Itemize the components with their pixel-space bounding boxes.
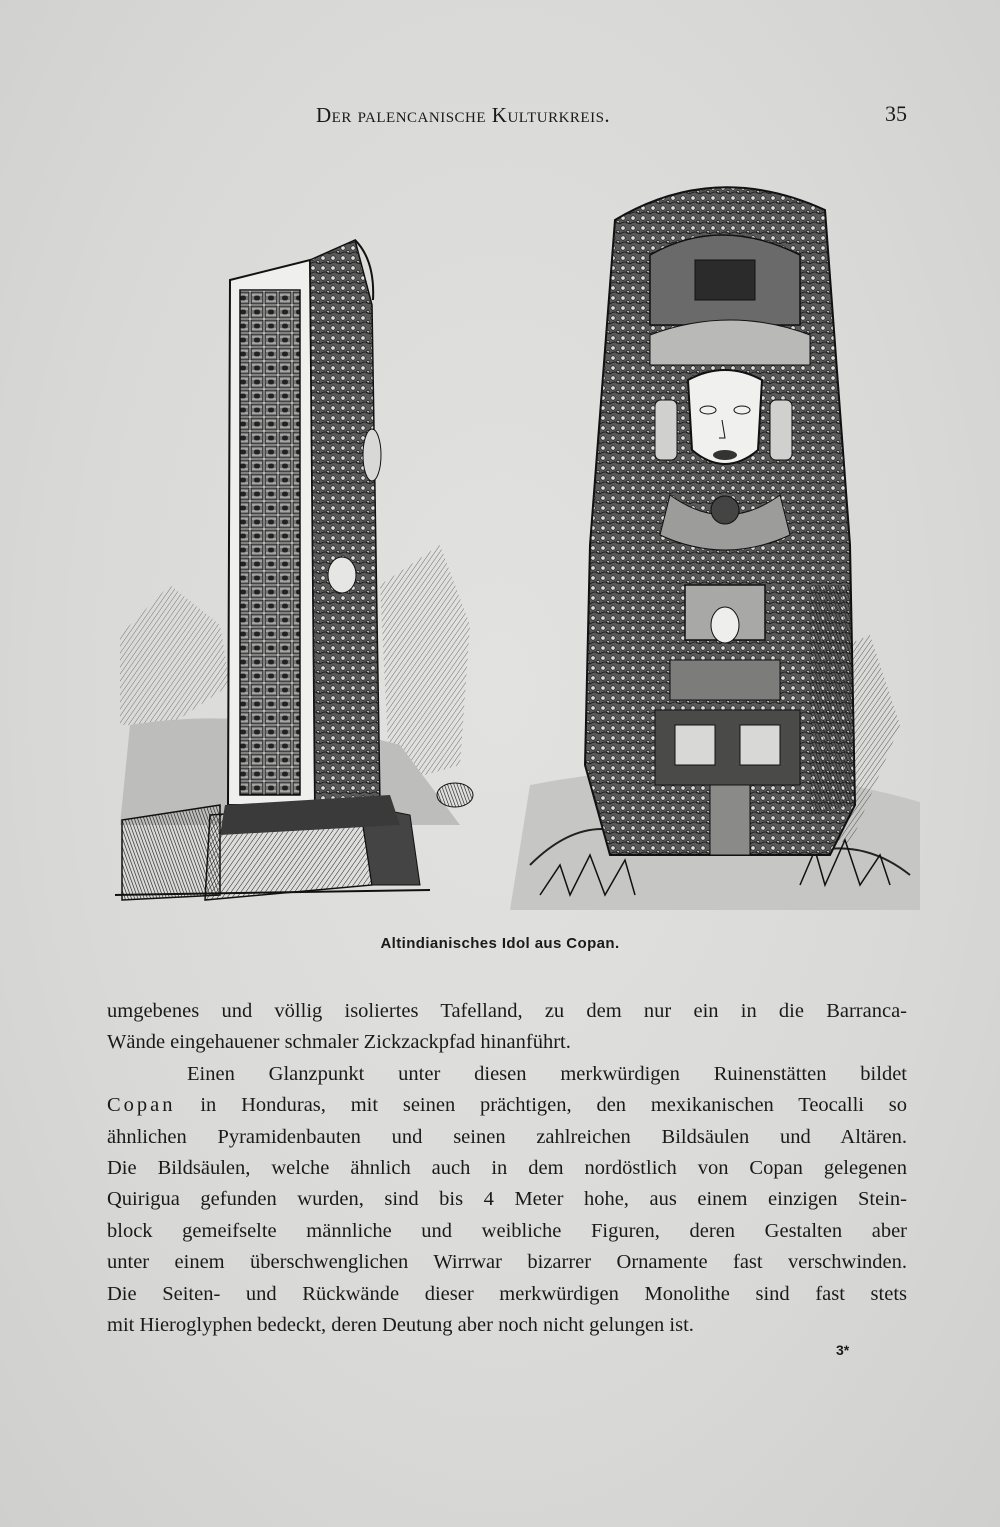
small-rock: [437, 783, 473, 807]
text-line: block gemeifselte männliche und weibliche Figuren, deren Gestalten aber: [107, 1219, 907, 1242]
page-number: 35: [885, 101, 907, 126]
left-stele: [220, 240, 400, 835]
text-line: umgebenes und völlig isoliertes Tafelland, zu dem nur ein in die Barranca-: [107, 1000, 907, 1022]
right-stele: [585, 187, 855, 855]
figure-caption: Altindianisches Idol aus Copan.: [380, 935, 620, 952]
body-text: [107, 996, 907, 1341]
signature-mark: 3*: [836, 1342, 850, 1358]
stele-illustration: [110, 165, 920, 910]
text-line: [107, 1090, 907, 1121]
text-line: Die Seiten- und Rückwände dieser merkwürdigen Monolithe sind fast stets: [107, 1282, 907, 1305]
text-line: Die Bildsäulen, welche ähnlich auch in dem nordöstlich von Copan gelegenen: [107, 1157, 907, 1180]
text-line: ähnlichen Pyramidenbauten und seinen zahlreichen Bildsäulen und Altären.: [107, 1125, 907, 1148]
emphasized-place-name: Copan: [107, 1094, 176, 1117]
text-line: Einen Glanzpunkt unter diesen merkwürdigen Ruinenstätten bildet: [187, 1062, 907, 1085]
text-line: Quirigua gefunden wurden, sind bis 4 Meter hohe, aus einem einzigen Stein-: [107, 1188, 907, 1211]
text-line: mit Hieroglyphen bedeckt, deren Deutung aber noch nicht gelungen ist.: [107, 1314, 694, 1337]
text-line: Wände eingehauener schmaler Zickzackpfad hinanführt.: [107, 1031, 571, 1054]
text-line: unter einem überschwenglichen Wirrwar bizarrer Ornamente fast verschwinden.: [107, 1251, 907, 1274]
text-line-rest: in Honduras, mit seinen prächtigen, den mexikanischen Teocalli so: [175, 1094, 907, 1117]
carved-face: [688, 370, 762, 464]
running-title: Der palencanische Kulturkreis.: [316, 103, 611, 127]
